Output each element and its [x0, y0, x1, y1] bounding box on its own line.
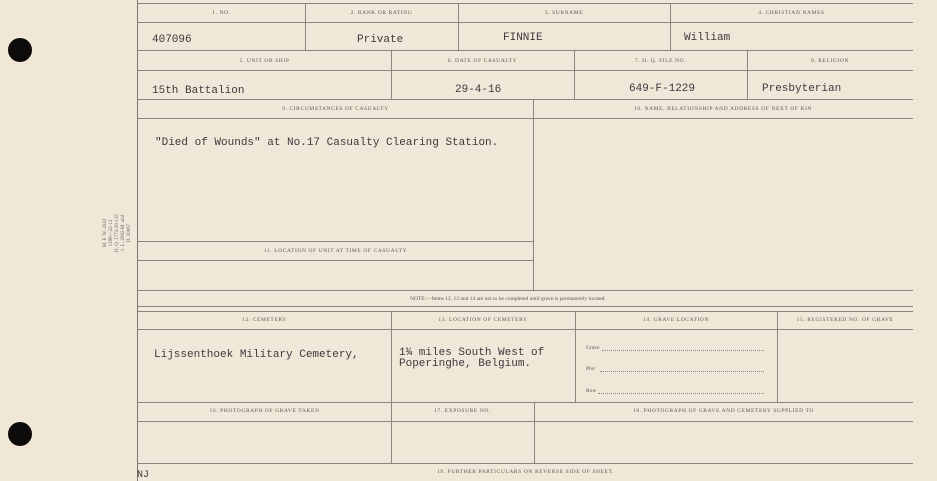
header-hq-file: 7. H. Q. FILE NO.: [634, 58, 687, 64]
rule: [138, 99, 913, 100]
value-location-cemetery-line1: 1¾ miles South West of: [399, 347, 545, 359]
rule: [138, 118, 913, 119]
header-circumstances: 9. CIRCUMSTANCES OF CASUALTY: [282, 106, 389, 112]
header-date: 6. DATE OF CASUALTY: [447, 58, 518, 64]
header-exposure: 17. EXPOSURE NO.: [434, 408, 491, 414]
header-further-particulars: 19. FURTHER PARTICULARS ON REVERSE SIDE OF SHEET.: [436, 469, 615, 475]
value-cemetery: Lijssenthoek Military Cemetery,: [154, 349, 359, 361]
label-grave: Grave: [586, 345, 600, 351]
header-cemetery: 12. CEMETERY: [242, 317, 287, 323]
margin-note-line: 1. L. 2082-M. and D. 20067: [121, 214, 132, 252]
header-christian-names: 4. CHRISTIAN NAMES: [758, 10, 825, 16]
value-date: 29-4-16: [455, 84, 502, 96]
plot-dotted-line: [600, 371, 764, 372]
margin-form-reference: [103, 213, 133, 253]
punch-hole-top: [8, 38, 32, 62]
header-location-unit: 11. LOCATION OF UNIT AT TIME OF CASUALTY: [263, 248, 408, 254]
rule: [138, 311, 913, 312]
header-grave-location: 14. GRAVE LOCATION: [642, 317, 710, 323]
header-rank: 2. RANK OR RATING: [350, 10, 413, 16]
rule: [575, 311, 576, 402]
initials-mark: NJ: [137, 470, 150, 481]
rule: [138, 402, 913, 403]
rule: [138, 463, 913, 464]
header-location-cemetery: 13. LOCATION OF CEMETERY: [438, 317, 528, 323]
value-surname: FINNIE: [503, 32, 543, 44]
value-religion: Presbyterian: [762, 83, 842, 95]
rule: [777, 311, 778, 402]
header-no: 1. NO.: [212, 10, 231, 16]
header-registered-no: 15. REGISTERED NO. OF GRAVE: [796, 317, 894, 323]
value-location-cemetery-line2: Poperinghe, Belgium.: [399, 358, 532, 370]
value-christian-names: William: [684, 32, 731, 44]
rule: [391, 311, 392, 402]
header-photo-supplied: 18. PHOTOGRAPH OF GRAVE AND CEMETERY SUPPLIED TO: [633, 408, 814, 414]
header-photo-taken: 16. PHOTOGRAPH OF GRAVE TAKEN: [209, 408, 320, 414]
note-items-12-14: NOTE:—Items 12, 13 and 14 are not to be completed until grave is permanently located.: [410, 296, 606, 302]
label-plot: Plot: [586, 366, 595, 372]
rule: [138, 70, 913, 71]
label-row: Row: [586, 388, 597, 394]
value-unit: 15th Battalion: [152, 85, 245, 97]
rule: [138, 50, 913, 51]
header-next-of-kin: 10. NAME, RELATIONSHIP AND ADDRESS OF NEXT OF KIN: [633, 106, 813, 112]
value-no: 407096: [152, 34, 192, 46]
rule: [533, 99, 534, 290]
header-surname: 3. SURNAME: [544, 10, 584, 16]
punch-hole-bottom: [8, 422, 32, 446]
rule: [138, 306, 913, 307]
rule: [138, 241, 533, 242]
value-circumstances: "Died of Wounds" at No.17 Casualty Clearing Station.: [155, 137, 499, 149]
margin-note-line: H. Q. 1772-39-135: [115, 213, 120, 253]
rule: [138, 3, 913, 4]
header-unit: 5. UNIT OR SHIP: [239, 58, 290, 64]
row-dotted-line: [598, 393, 764, 394]
grave-dotted-line: [602, 350, 764, 351]
rule: [138, 260, 533, 261]
value-rank: Private: [357, 34, 404, 46]
rule: [138, 421, 913, 422]
value-hq-file: 649-F-1229: [629, 83, 696, 95]
margin-note-line: M. F. W. 2043: [103, 218, 108, 248]
rule: [138, 22, 913, 23]
rule: [138, 329, 913, 330]
rule: [138, 290, 913, 291]
header-religion: 8. RELIGION: [810, 58, 850, 64]
margin-note-line: 1288—22-12: [109, 219, 114, 247]
